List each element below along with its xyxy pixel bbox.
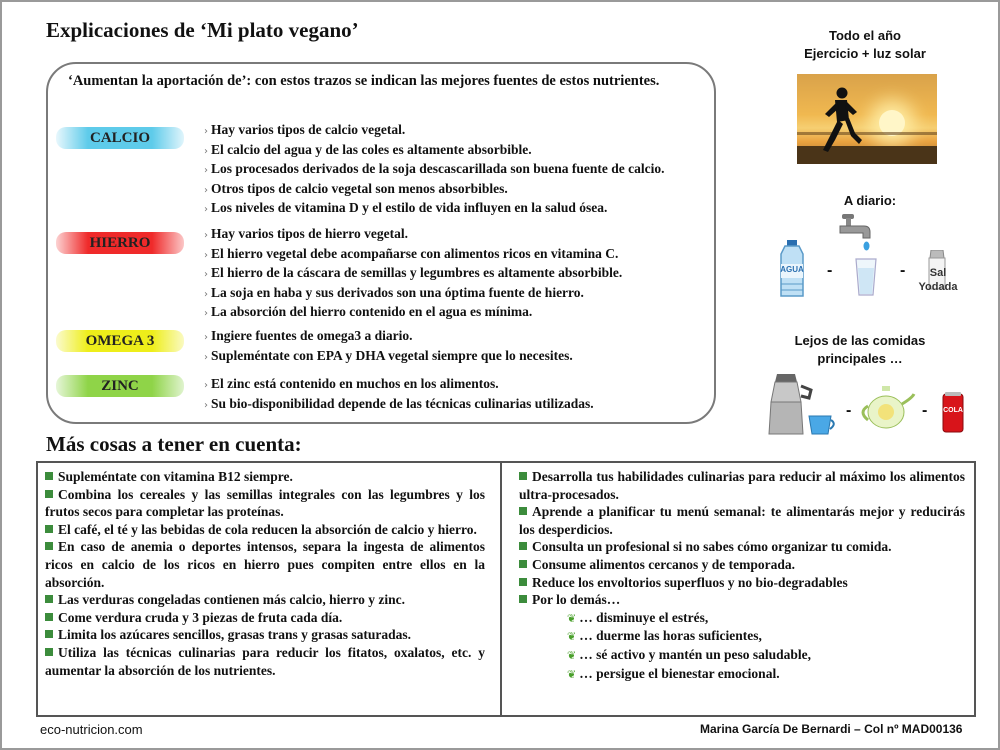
list-item: › Supleméntate con EPA y DHA vegetal siempre que lo necesites.	[204, 347, 573, 363]
square-bullet-icon	[519, 507, 527, 515]
separator: -	[922, 402, 928, 419]
chevron-right-icon: ›	[204, 165, 208, 177]
chevron-right-icon: ›	[204, 351, 208, 363]
page-title: Explicaciones de ‘Mi plato vegano’	[46, 18, 359, 42]
list-item: Limita los azúcares sencillos, grasas trans y grasas saturadas.	[45, 626, 485, 644]
zinc-bullets	[204, 375, 594, 414]
salt-label: Sal Yodada	[918, 267, 958, 293]
list-item: › Hay varios tipos de calcio vegetal.	[204, 122, 406, 137]
chevron-right-icon: ›	[204, 145, 208, 157]
square-bullet-icon	[519, 560, 527, 568]
sub-list	[567, 609, 965, 683]
tap-icon	[838, 214, 872, 254]
list-item: › La absorción del hierro contenido en el agua es mínima.	[204, 304, 533, 320]
section-title: Más cosas a tener en cuenta:	[46, 432, 302, 456]
sunset-runner-photo	[797, 74, 937, 164]
chevron-right-icon: ›	[204, 126, 208, 137]
square-bullet-icon	[45, 490, 53, 498]
square-bullet-icon	[519, 542, 527, 550]
list-item: Desarrolla tus habilidades culinarias para reducir al máximo los alimentos ultra-procesados.	[519, 469, 965, 502]
chevron-right-icon: ›	[204, 230, 208, 241]
glass-icon	[855, 258, 877, 296]
list-item: Reduce los envoltorios superfluos y no bio-degradables	[519, 574, 965, 592]
square-bullet-icon	[519, 472, 527, 480]
chevron-right-icon: ›	[204, 380, 208, 391]
separator: -	[846, 402, 852, 419]
list-item: Por lo demás… ❦ … disminuye el estrés, ❦ … duerme las horas suficientes, ❦ … sé activo y mantén un peso saludable, ❦ … persigue el bienestar emocional.	[519, 591, 965, 683]
list-item: ❦ … duerme las horas suficientes,	[567, 628, 762, 644]
list-item: Combina los cereales y las semillas integrales con las legumbres y los frutos secos para completar las proteínas.	[45, 486, 485, 520]
chevron-right-icon: ›	[204, 308, 208, 320]
list-item: Consulta un profesional si no sabes cómo organizar tu comida.	[519, 538, 965, 556]
omega3-bullets	[204, 327, 573, 366]
intro-text: ‘Aumentan la aportación de’: con estos trazos se indican las mejores fuentes de estos nutrientes.	[68, 73, 660, 89]
calcio-bullets	[204, 121, 665, 219]
list-item: En caso de anemia o deportes intensos, separa la ingesta de alimentos ricos en calcio de los ricos en hierro pues compiten entre ellos en la absorción.	[45, 539, 485, 590]
water-label: AGUA	[780, 265, 804, 274]
square-bullet-icon	[45, 630, 53, 638]
list-item: › La soja en haba y sus derivados son una óptima fuente de hierro.	[204, 284, 584, 300]
chevron-right-icon: ›	[204, 288, 208, 300]
list-item: › Los procesados derivados de la soja descascarillada son buena fuente de calcio.	[204, 161, 665, 177]
chevron-right-icon: ›	[204, 204, 208, 216]
separator: -	[827, 262, 833, 279]
year-round-title: Todo el año Ejercicio + luz solar	[804, 28, 926, 61]
tips-right-list	[519, 468, 965, 683]
away-from-meals-title: Lejos de las comidas principales …	[794, 333, 926, 366]
square-bullet-icon	[45, 525, 53, 533]
separator: -	[900, 262, 906, 279]
list-item: › Los niveles de vitamina D y el estilo de vida influyen en la salud ósea.	[204, 200, 608, 216]
list-item: › Ingiere fuentes de omega3 a diario.	[204, 328, 413, 343]
list-item: Las verduras congeladas contienen más calcio, hierro y zinc.	[45, 591, 485, 609]
list-item: Consume alimentos cercanos y de temporada.	[519, 556, 965, 574]
list-item: › Otros tipos de calcio vegetal son menos absorbibles.	[204, 180, 508, 196]
list-item: Supleméntate con vitamina B12 siempre.	[45, 468, 485, 486]
daily-title: A diario:	[843, 193, 897, 208]
chevron-right-icon: ›	[204, 332, 208, 343]
list-item: › Hay varios tipos de hierro vegetal.	[204, 226, 408, 241]
list-item: › El hierro de la cáscara de semillas y legumbres es altamente absorbible.	[204, 265, 623, 281]
coffee-pot-icon	[765, 372, 837, 436]
list-item: El café, el té y las bebidas de cola reducen la absorción de calcio y hierro.	[45, 521, 485, 539]
square-bullet-icon	[45, 472, 53, 480]
chevron-right-icon: ›	[204, 399, 208, 411]
square-bullet-icon	[45, 542, 53, 550]
hierro-bullets	[204, 225, 622, 323]
leaf-icon: ❦	[567, 667, 577, 681]
divider	[500, 461, 502, 717]
list-item: Utiliza las técnicas culinarias para reducir los fitatos, oxalatos, etc. y aumentar la absorción de los nutrientes.	[45, 644, 485, 678]
list-item: ❦ … persigue el bienestar emocional.	[567, 665, 780, 681]
list-item: › Su bio-disponibilidad depende de las técnicas culinarias utilizadas.	[204, 395, 594, 411]
square-bullet-icon	[45, 613, 53, 621]
chevron-right-icon: ›	[204, 249, 208, 261]
runner-icon	[815, 86, 865, 154]
site-footer: eco-nutricion.com	[40, 722, 143, 737]
square-bullet-icon	[519, 578, 527, 586]
square-bullet-icon	[45, 595, 53, 603]
teapot-icon	[858, 386, 916, 432]
author-credit: Marina García De Bernardi – Col nº MAD00136	[700, 722, 963, 736]
square-bullet-icon	[45, 648, 53, 656]
list-item: › El zinc está contenido en muchos en los alimentos.	[204, 376, 499, 391]
tips-left-list	[45, 468, 485, 679]
list-item: Come verdura cruda y 3 piezas de fruta cada día.	[45, 609, 485, 627]
list-item: Aprende a planificar tu menú semanal: te alimentarás mejor y reducirás los desperdicios.	[519, 504, 965, 537]
chevron-right-icon: ›	[204, 184, 208, 196]
leaf-icon: ❦	[567, 648, 577, 662]
list-item: › El calcio del agua y de las coles es altamente absorbible.	[204, 141, 532, 157]
cola-label: COLA	[943, 407, 963, 414]
list-item: › El hierro vegetal debe acompañarse con alimentos ricos en vitamina C.	[204, 245, 619, 261]
square-bullet-icon	[519, 595, 527, 603]
tag-zinc: ZINC	[56, 375, 184, 397]
list-item: ❦ … sé activo y mantén un peso saludable,	[567, 646, 811, 662]
leaf-icon: ❦	[567, 611, 577, 625]
tag-omega3: OMEGA 3	[56, 330, 184, 352]
chevron-right-icon: ›	[204, 269, 208, 281]
tag-calcio: CALCIO	[56, 127, 184, 149]
list-item: ❦ … disminuye el estrés,	[567, 609, 709, 625]
tag-hierro: HIERRO	[56, 232, 184, 254]
leaf-icon: ❦	[567, 630, 577, 644]
